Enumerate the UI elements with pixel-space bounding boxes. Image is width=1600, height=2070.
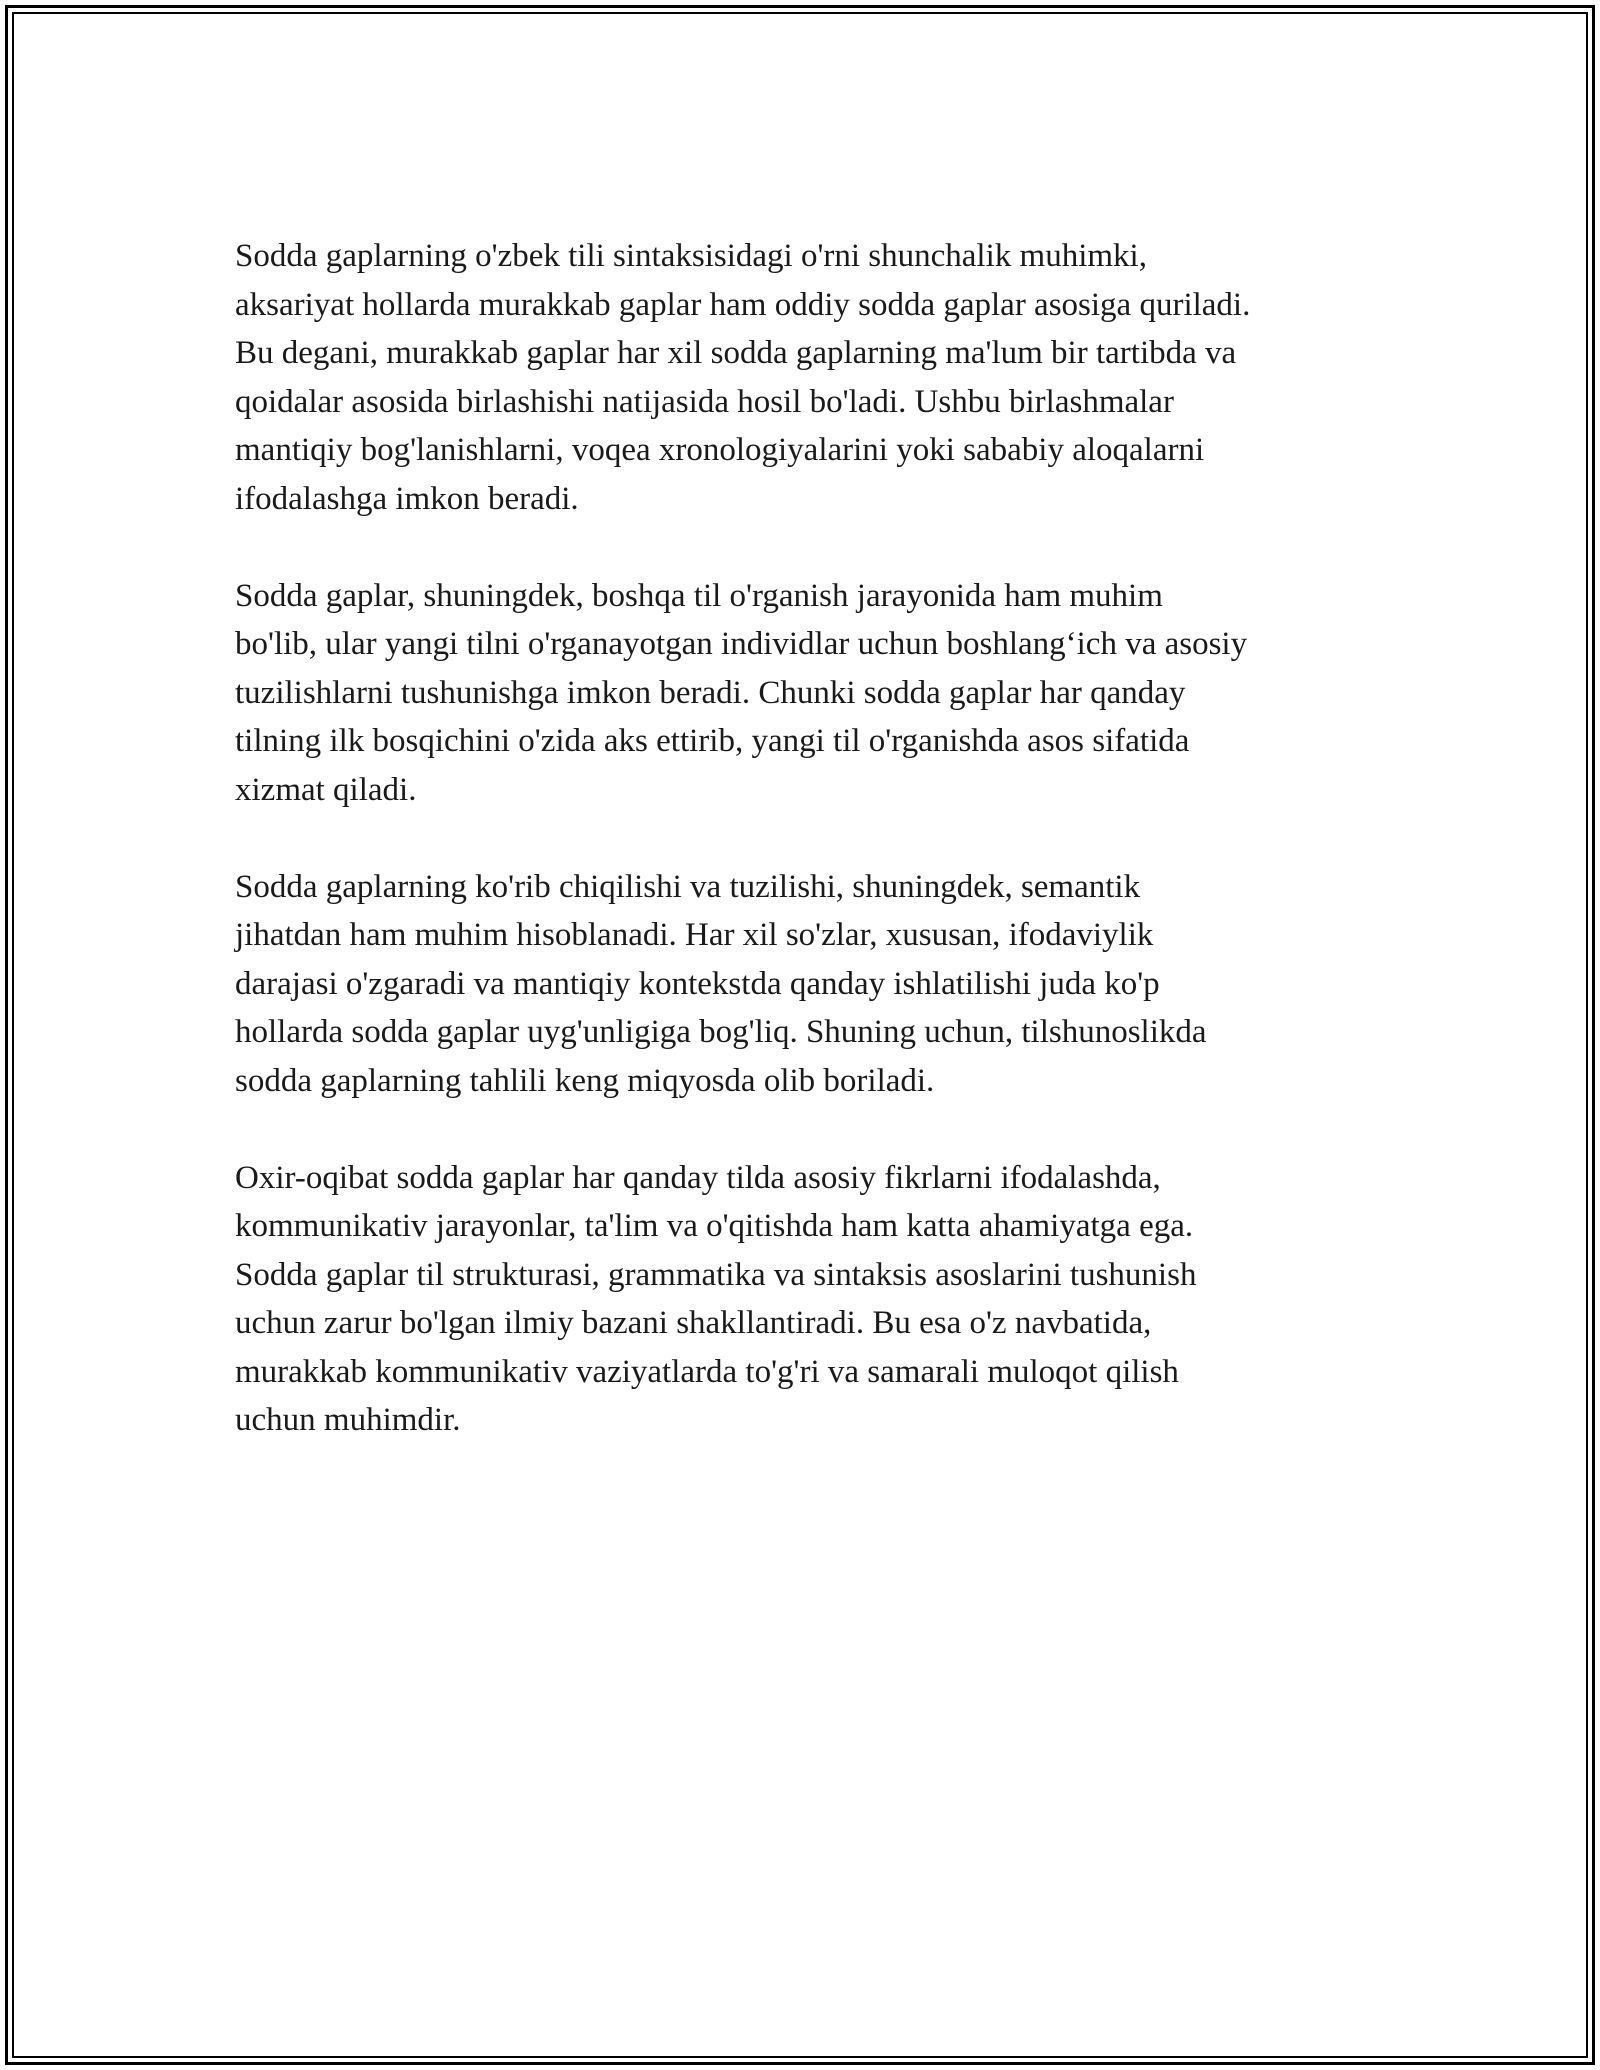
document-body	[235, 232, 1385, 1493]
paragraph-4: Oxir-oqibat sodda gaplar har qanday tilda asosiy fikrlarni ifodalashda, kommunikativ jarayonlar, ta'lim va o'qitishda ham katta ahamiyatga ega. Sodda gaplar til strukturasi, grammatika va sintaksis asoslarini tushunish uchun zarur bo'lgan ilmiy bazani shakllantiradi. Bu esa o'z navbatida, murakkab kommunikativ vaziyatlarda to'g'ri va samarali muloqot qilish uchun muhimdir.	[235, 1159, 1197, 1438]
paragraph-3: Sodda gaplarning ko'rib chiqilishi va tuzilishi, shuningdek, semantik jihatdan ham muhim hisoblanadi. Har xil so'zlar, xususan, ifodaviylik darajasi o'zgaradi va mantiqiy kontekstda qanday ishlatilishi juda ko'p hollarda sodda gaplar uyg'unligiga bog'liq. Shuning uchun, tilshunoslikda sodda gaplarning tahlili keng miqyosda olib boriladi.	[235, 868, 1207, 1099]
paragraph-2: Sodda gaplar, shuningdek, boshqa til o'rganish jarayonida ham muhim bo'lib, ular yangi tilni o'rganayotgan individlar uchun boshlang‘ich va asosiy tuzilishlarni tushunishga imkon beradi. Chunki sodda gaplar har qanday tilning ilk bosqichini o'zida aks ettirib, yangi til o'rganishda asos sifatida xizmat qiladi.	[235, 577, 1248, 808]
paragraph-1: Sodda gaplarning o'zbek tili sintaksisidagi o'rni shunchalik muhimki, aksariyat hollarda murakkab gaplar ham oddiy sodda gaplar asosiga quriladi. Bu degani, murakkab gaplar har xil sodda gaplarning ma'lum bir tartibda va qoidalar asosida birlashishi natijasida hosil bo'ladi. Ushbu birlashmalar mantiqiy bog'lanishlarni, voqea xronologiyalarini yoki sababiy aloqalarni ifodalashga imkon beradi.	[235, 238, 1251, 517]
